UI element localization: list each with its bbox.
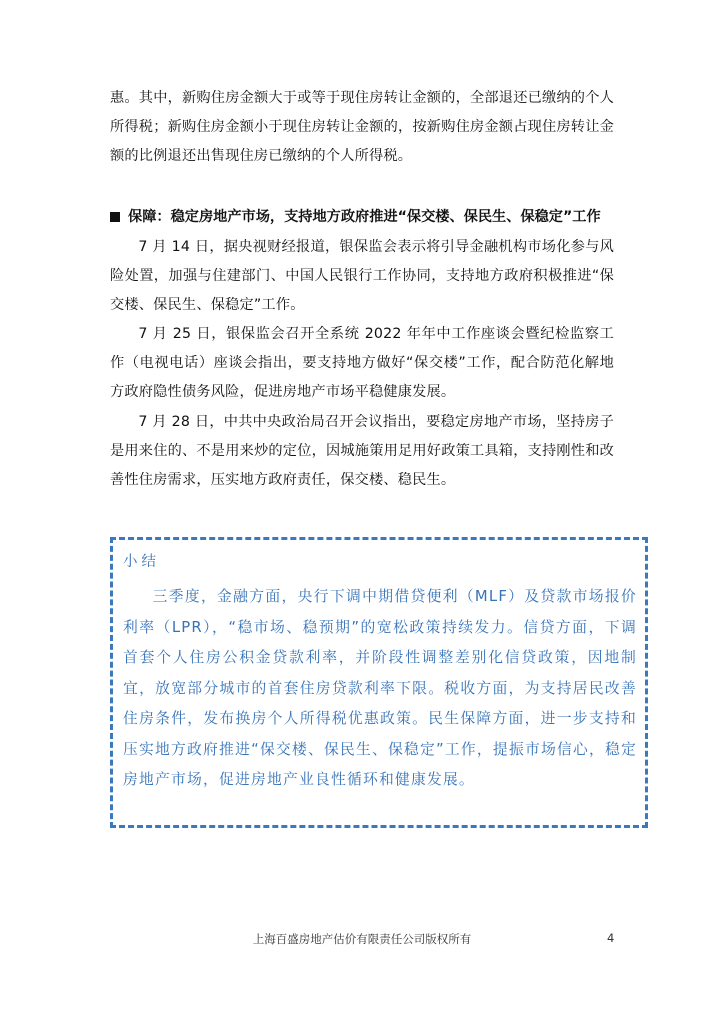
section-heading	[110, 203, 630, 232]
footer-copyright: 上海百盛房地产估价有限责任公司版权所有	[252, 932, 472, 946]
summary-text: 三季度，金融方面，央行下调中期借贷便利（MLF）及贷款市场报价利率（LPR），“稳市场、稳预期”的宽松政策持续发力。信贷方面，下调首套个人住房公积金贷款利率，并阶段性调整差别化信贷政策，因地制宜，放宽部分城市的首套住房贷款利率下限。税收方面，为支持居民改善住房条件，发布换房个人所得税优惠政策。民生保障方面，进一步支持和压实地方政府推进“保交楼、保民生、保稳定”工作，提振市场信心，稳定房地产市场，促进房地产业良性循环和健康发展。	[123, 588, 637, 788]
section-paragraph-2: 7 月 25 日，银保监会召开全系统 2022 年年中工作座谈会暨纪检监察工作（电视电话）座谈会指出，要支持地方做好“保交楼”工作，配合防范化解地方政府隐性债务风险，促进房地产市场平稳健康发展。	[110, 326, 614, 400]
square-bullet-icon	[110, 212, 120, 222]
section-paragraph-1: 7 月 14 日，据央视财经报道，银保监会表示将引导金融机构市场化参与风险处置，加强与住建部门、中国人民银行工作协同，支持地方政府积极推进“保交楼、保民生、保稳定”工作。	[110, 239, 614, 313]
summary-title: 小结	[123, 554, 160, 570]
summary-box	[110, 537, 648, 828]
intro-paragraph: 惠。其中，新购住房金额大于或等于现住房转让金额的，全部退还已缴纳的个人所得税；新购住房金额小于现住房转让金额的，按新购住房金额占现住房转让金额的比例退还出售现住房已缴纳的个人所得税。	[110, 90, 614, 164]
section-paragraph-3: 7 月 28 日，中共中央政治局召开会议指出，要稳定房地产市场，坚持房子是用来住的、不是用来炒的定位，因城施策用足用好政策工具箱，支持刚性和改善性住房需求，压实地方政府责任，保交楼、稳民生。	[110, 414, 614, 488]
page-number: 4	[607, 931, 615, 945]
section-heading-text: 保障：稳定房地产市场，支持地方政府推进“保交楼、保民生、保稳定”工作	[128, 209, 601, 225]
